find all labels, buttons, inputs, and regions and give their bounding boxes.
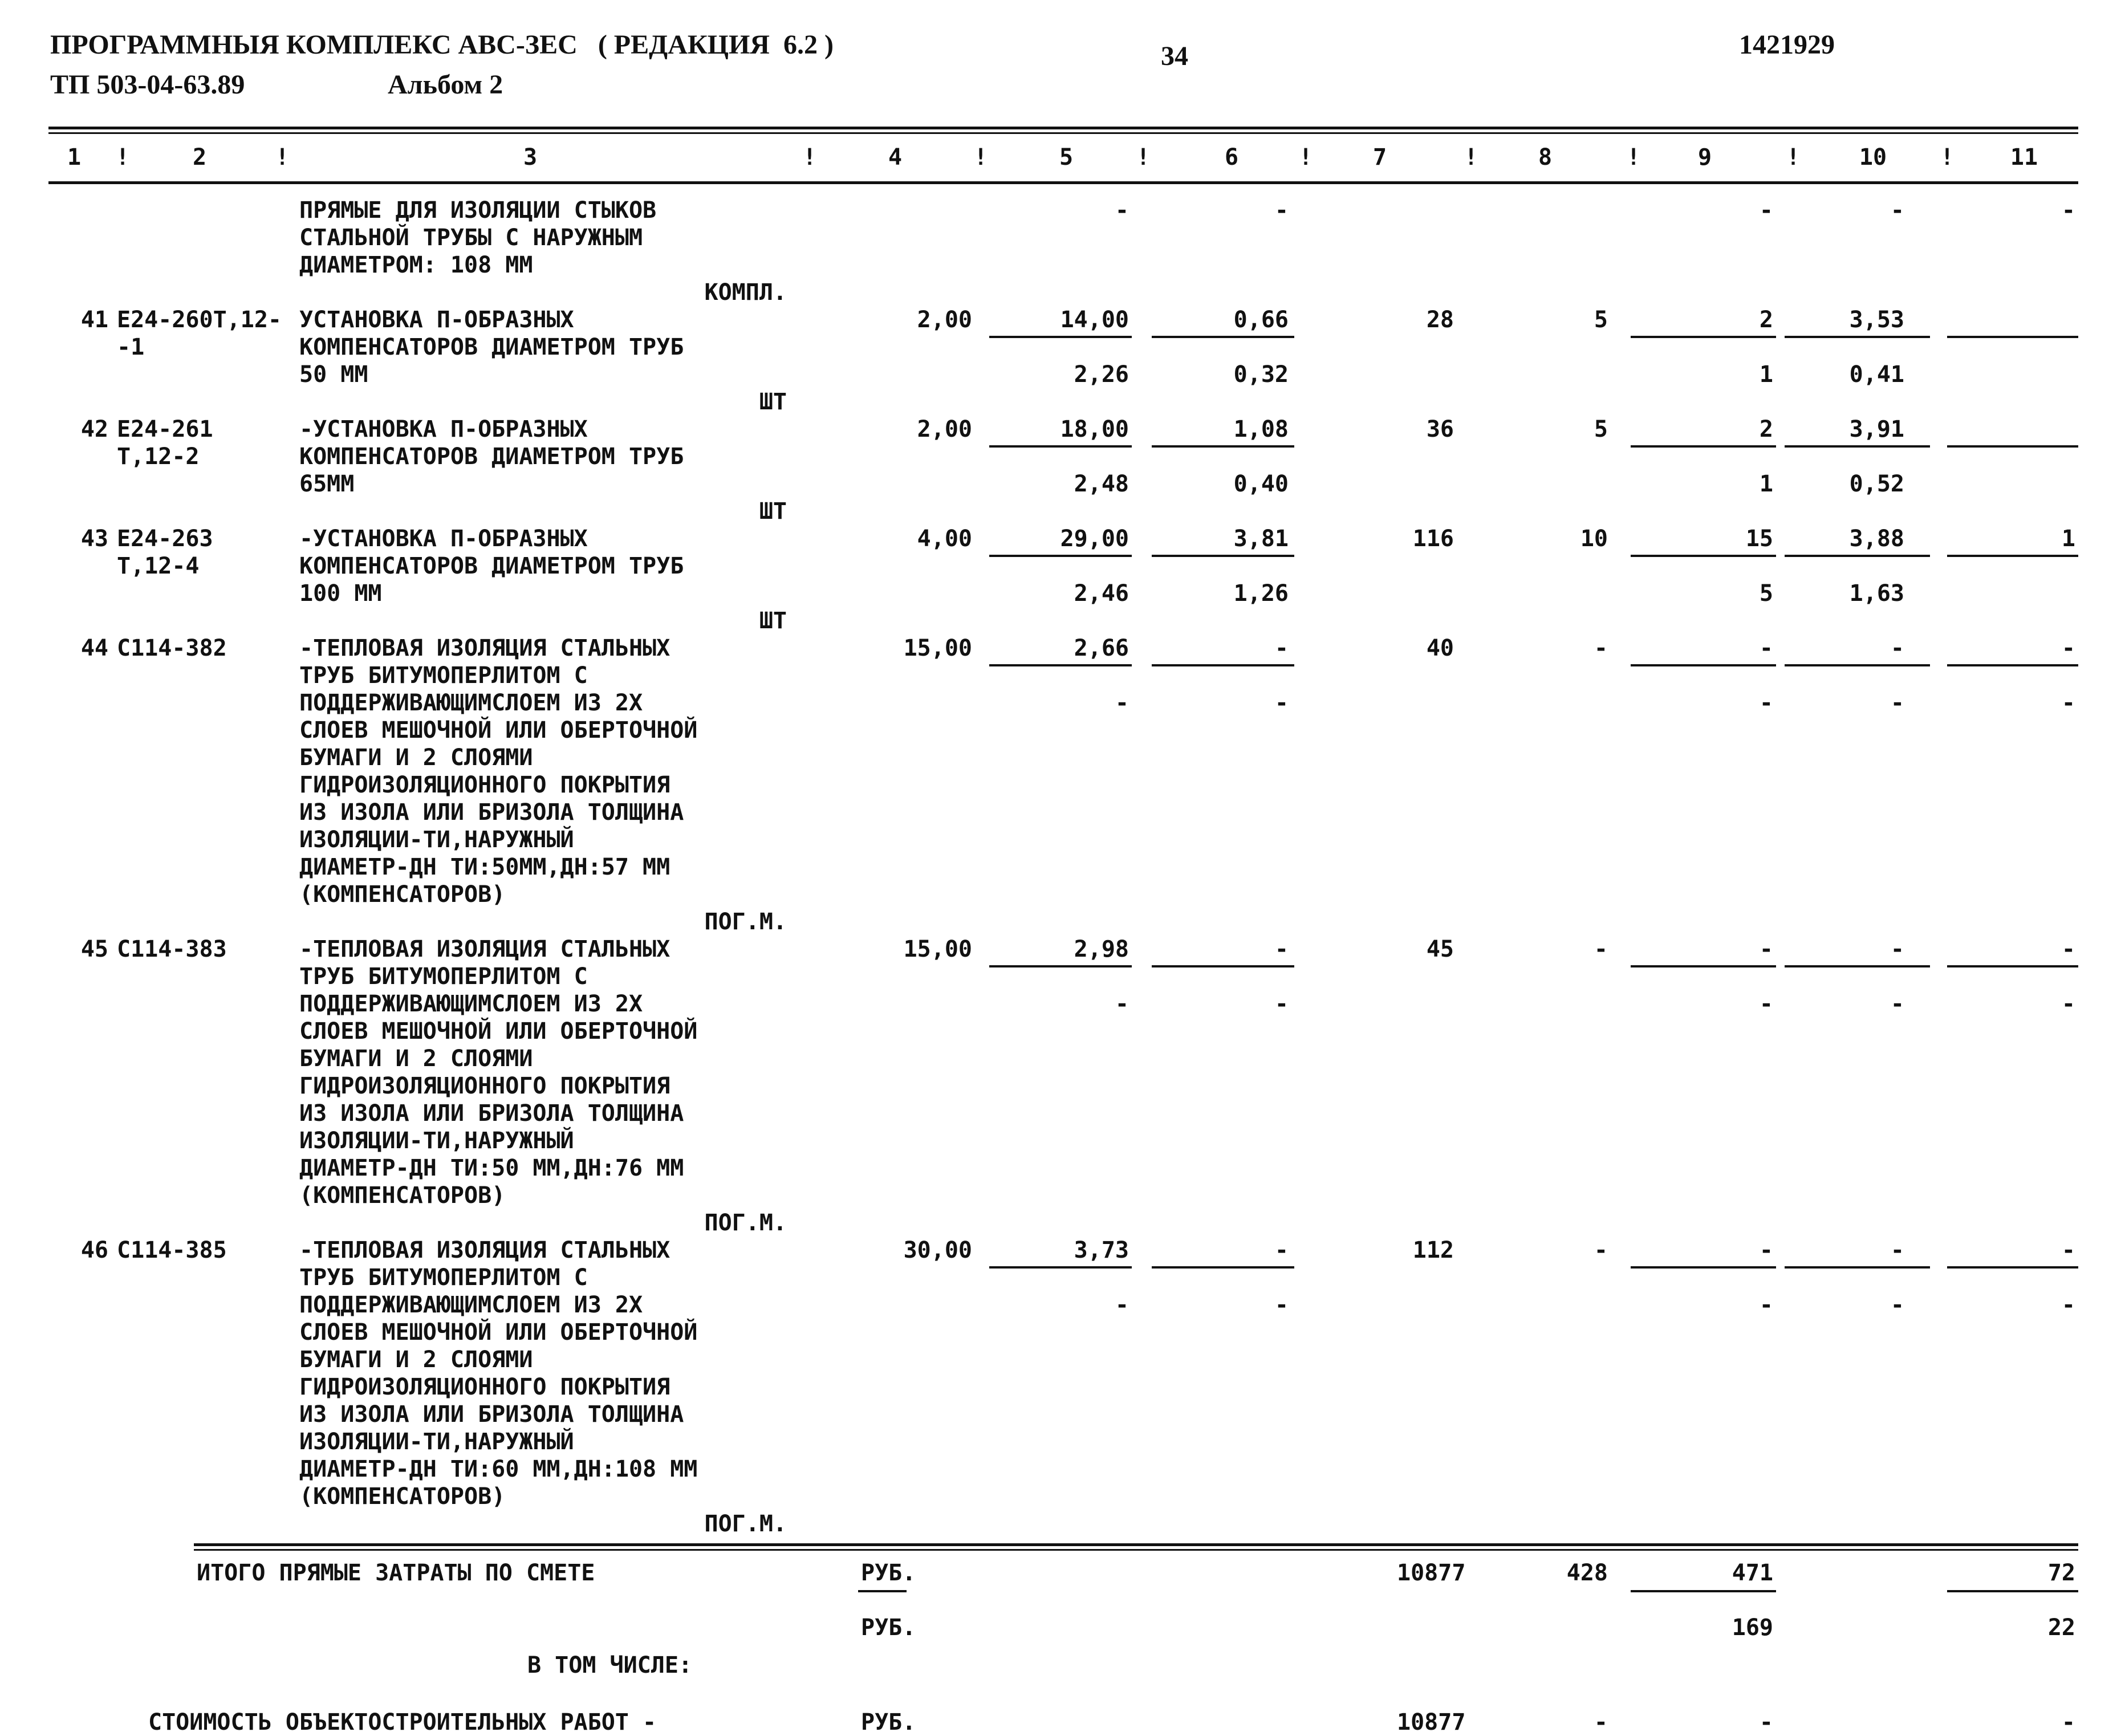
totals-unit-line — [858, 1590, 907, 1592]
row-text-line: ТРУБ БИТУМОПЕРЛИТОМ С — [299, 662, 588, 689]
row-c6-fraction-line — [1152, 664, 1294, 666]
totals-label: ИТОГО ПРЯМЫЕ ЗАТРАТЫ ПО СМЕТЕ — [197, 1560, 595, 1586]
prev-item-c11: - — [2061, 197, 2075, 223]
totals-c9: 471 — [1732, 1560, 1773, 1586]
row-text-line: УСТАНОВКА П-ОБРАЗНЫХ — [299, 307, 574, 333]
row-unit: ПОГ.М. — [704, 1210, 787, 1236]
column-header-9: 9 — [1697, 144, 1712, 170]
row-text-line: 50 ММ — [299, 361, 368, 388]
row-c4-value: 30,00 — [903, 1237, 972, 1263]
column-separator: ! — [275, 144, 290, 170]
row-c7-value: 36 — [1426, 416, 1454, 442]
column-header-10: 10 — [1859, 144, 1887, 170]
row-c5-bottom-value: - — [1115, 690, 1129, 716]
row-c7-value: 45 — [1426, 936, 1454, 962]
row-code: Е24-261 — [117, 416, 213, 442]
row-c11-value: - — [2061, 936, 2075, 962]
doc-number: 1421929 — [1739, 30, 1835, 60]
prev-item-text-line: ДИАМЕТРОМ: 108 ММ — [299, 252, 533, 278]
row-c11-value: - — [2061, 635, 2075, 661]
row-text-line: ИЗОЛЯЦИИ-ТИ,НАРУЖНЫЙ — [299, 827, 574, 853]
row-c6-bottom-value: 1,26 — [1233, 580, 1289, 607]
row-c10-value: 3,88 — [1849, 526, 1904, 552]
totals-c9-line — [1631, 1590, 1776, 1592]
row-c6-fraction-line — [1152, 555, 1294, 557]
row-c5-bottom-value: 2,26 — [1074, 361, 1129, 388]
row-code: Т,12-4 — [117, 553, 200, 579]
row-unit: ШТ — [759, 389, 787, 415]
row-code: С114-382 — [117, 635, 227, 661]
row-text-line: ТРУБ БИТУМОПЕРЛИТОМ С — [299, 1265, 588, 1291]
row-c10-fraction-line — [1785, 664, 1930, 666]
row-c10-bottom-value: 0,52 — [1849, 471, 1904, 497]
row-code: С114-383 — [117, 936, 227, 962]
row-c9-value: 2 — [1759, 416, 1773, 442]
row-c8-value: - — [1594, 635, 1608, 661]
totals-rule-1 — [194, 1543, 2078, 1546]
column-header-3: 3 — [523, 144, 538, 170]
row-c5-bottom-value: 2,46 — [1074, 580, 1129, 607]
row-text-line: ИЗ ИЗОЛА ИЛИ БРИЗОЛА ТОЛЩИНА — [299, 1100, 684, 1127]
totals-c11-bottom: 22 — [2047, 1615, 2075, 1641]
row-c6-bottom-value: - — [1274, 991, 1289, 1017]
prev-item-text-line: ПРЯМЫЕ ДЛЯ ИЗОЛЯЦИИ СТЫКОВ — [299, 197, 657, 223]
row-c5-fraction-line — [989, 1266, 1132, 1269]
row-c6-fraction-line — [1152, 1266, 1294, 1269]
row-c9-bottom-value: 1 — [1759, 361, 1773, 388]
row-number: 45 — [80, 936, 108, 962]
page-number: 34 — [1161, 41, 1188, 71]
row-c4-value: 15,00 — [903, 936, 972, 962]
row-c6-fraction-line — [1152, 965, 1294, 967]
column-separator: ! — [1136, 144, 1151, 170]
row-text-line: ГИДРОИЗОЛЯЦИОННОГО ПОКРЫТИЯ — [299, 1073, 671, 1099]
totals-c8: 428 — [1566, 1560, 1608, 1586]
row-c10-fraction-line — [1785, 555, 1930, 557]
row-c4-value: 15,00 — [903, 635, 972, 661]
row-c9-bottom-value: - — [1759, 690, 1773, 716]
row-c10-bottom-value: 1,63 — [1849, 580, 1904, 607]
row-number: 44 — [80, 635, 108, 661]
construction-c8: - — [1594, 1709, 1608, 1735]
row-c9-value: 15 — [1745, 526, 1773, 552]
row-c9-value: - — [1759, 936, 1773, 962]
row-c11-fraction-line — [1947, 555, 2078, 557]
row-c5-value: 18,00 — [1060, 416, 1129, 442]
row-code: Т,12-2 — [117, 444, 200, 470]
row-c5-bottom-value: - — [1115, 991, 1129, 1017]
row-c6-value: - — [1274, 936, 1289, 962]
row-c8-value: 5 — [1594, 416, 1608, 442]
row-number: 41 — [80, 307, 108, 333]
row-c6-bottom-value: 0,32 — [1233, 361, 1289, 388]
column-separator: ! — [1940, 144, 1955, 170]
row-c11-fraction-line — [1947, 965, 2078, 967]
row-c9-bottom-value: 1 — [1759, 471, 1773, 497]
row-c10-value: - — [1890, 1237, 1904, 1263]
row-text-line: ИЗ ИЗОЛА ИЛИ БРИЗОЛА ТОЛЩИНА — [299, 1401, 684, 1428]
row-text-line: ПОДДЕРЖИВАЮЩИМСЛОЕМ ИЗ 2Х — [299, 1292, 643, 1318]
row-c10-value: 3,91 — [1849, 416, 1904, 442]
totals-rule-2 — [194, 1549, 2078, 1551]
row-c8-value: - — [1594, 1237, 1608, 1263]
column-header-5: 5 — [1059, 144, 1074, 170]
row-c6-value: - — [1274, 1237, 1289, 1263]
row-c5-bottom-value: - — [1115, 1292, 1129, 1318]
row-c7-value: 112 — [1412, 1237, 1454, 1263]
row-text-line: ИЗОЛЯЦИИ-ТИ,НАРУЖНЫЙ — [299, 1429, 574, 1455]
row-text-line: ДИАМЕТР-ДН ТИ:50ММ,ДН:57 ММ — [299, 854, 671, 880]
row-c5-fraction-line — [989, 664, 1132, 666]
row-text-line: ДИАМЕТР-ДН ТИ:60 ММ,ДН:108 ММ — [299, 1456, 698, 1482]
row-c10-fraction-line — [1785, 445, 1930, 448]
row-text-line: -ТЕПЛОВАЯ ИЗОЛЯЦИЯ СТАЛЬНЫХ — [299, 635, 671, 661]
totals-c7: 10877 — [1397, 1560, 1466, 1586]
row-text-line: ПОДДЕРЖИВАЮЩИМСЛОЕМ ИЗ 2Х — [299, 991, 643, 1017]
row-text-line: БУМАГИ И 2 СЛОЯМИ — [299, 745, 533, 771]
row-text-line: СЛОЕВ МЕШОЧНОЙ ИЛИ ОБЕРТОЧНОЙ — [299, 717, 698, 743]
row-c5-fraction-line — [989, 336, 1132, 338]
row-c9-value: 2 — [1759, 307, 1773, 333]
row-c11-value: 1 — [2061, 526, 2075, 552]
row-unit: ШТ — [759, 498, 787, 525]
row-c9-fraction-line — [1631, 445, 1776, 448]
row-c10-bottom-value: - — [1890, 690, 1904, 716]
row-c10-value: 3,53 — [1849, 307, 1904, 333]
row-c9-fraction-line — [1631, 965, 1776, 967]
construction-c9: - — [1759, 1709, 1773, 1735]
row-c5-value: 3,73 — [1074, 1237, 1129, 1263]
row-text-line: -ТЕПЛОВАЯ ИЗОЛЯЦИЯ СТАЛЬНЫХ — [299, 1237, 671, 1263]
construction-unit: РУБ. — [861, 1709, 916, 1735]
album-label: Альбом 2 — [388, 70, 503, 100]
row-text-line: ГИДРОИЗОЛЯЦИОННОГО ПОКРЫТИЯ — [299, 1374, 671, 1400]
totals-unit-2: РУБ. — [861, 1615, 916, 1641]
row-c11-fraction-line — [1947, 336, 2078, 338]
column-separator: ! — [802, 144, 817, 170]
row-code: Е24-260Т,12- — [117, 307, 282, 333]
row-text-line: 100 ММ — [299, 580, 382, 607]
row-c9-value: - — [1759, 635, 1773, 661]
row-c4-value: 2,00 — [917, 416, 972, 442]
row-text-line: КОМПЕНСАТОРОВ ДИАМЕТРОМ ТРУБ — [299, 444, 684, 470]
row-c8-value: 10 — [1580, 526, 1608, 552]
prev-item-unit: КОМПЛ. — [704, 279, 787, 306]
column-separator: ! — [1298, 144, 1313, 170]
column-header-11: 11 — [2010, 144, 2038, 170]
row-c10-value: - — [1890, 936, 1904, 962]
row-c6-bottom-value: - — [1274, 1292, 1289, 1318]
row-unit: ПОГ.М. — [704, 909, 787, 935]
program-title: ПРОГРАММНЫЯ КОМПЛЕКС АВС-ЗЕС ( РЕДАКЦИЯ 6.2 ) — [50, 30, 834, 60]
row-text-line: (КОМПЕНСАТОРОВ) — [299, 1182, 506, 1209]
row-c10-value: - — [1890, 635, 1904, 661]
column-header-7: 7 — [1372, 144, 1387, 170]
column-header-8: 8 — [1538, 144, 1553, 170]
row-c11-bottom-value: - — [2061, 991, 2075, 1017]
totals-unit-1: РУБ. — [861, 1560, 916, 1586]
row-c11-value: - — [2061, 1237, 2075, 1263]
row-c8-value: - — [1594, 936, 1608, 962]
row-c6-value: 1,08 — [1233, 416, 1289, 442]
row-c9-fraction-line — [1631, 664, 1776, 666]
row-c5-fraction-line — [989, 555, 1132, 557]
row-c9-fraction-line — [1631, 336, 1776, 338]
row-text-line: -УСТАНОВКА П-ОБРАЗНЫХ — [299, 526, 588, 552]
top-rule-2 — [48, 132, 2078, 134]
row-c4-value: 4,00 — [917, 526, 972, 552]
row-text-line: ИЗОЛЯЦИИ-ТИ,НАРУЖНЫЙ — [299, 1128, 574, 1154]
row-c10-fraction-line — [1785, 965, 1930, 967]
row-text-line: БУМАГИ И 2 СЛОЯМИ — [299, 1046, 533, 1072]
row-c6-value: 0,66 — [1233, 307, 1289, 333]
column-separator: ! — [1626, 144, 1641, 170]
row-c6-bottom-value: 0,40 — [1233, 471, 1289, 497]
row-c10-fraction-line — [1785, 336, 1930, 338]
construction-label: СТОИМОСТЬ ОБЪЕКТОСТРОИТЕЛЬНЫХ РАБОТ - — [148, 1709, 657, 1735]
row-c11-fraction-line — [1947, 445, 2078, 448]
row-c11-bottom-value: - — [2061, 690, 2075, 716]
row-text-line: -ТЕПЛОВАЯ ИЗОЛЯЦИЯ СТАЛЬНЫХ — [299, 936, 671, 962]
row-c11-fraction-line — [1947, 664, 2078, 666]
column-header-1: 1 — [67, 144, 82, 170]
row-text-line: ТРУБ БИТУМОПЕРЛИТОМ С — [299, 963, 588, 990]
row-number: 43 — [80, 526, 108, 552]
column-separator: ! — [1464, 144, 1478, 170]
row-c5-fraction-line — [989, 965, 1132, 967]
top-rule-1 — [48, 127, 2078, 129]
prev-item-c9: - — [1759, 197, 1773, 223]
row-text-line: ИЗ ИЗОЛА ИЛИ БРИЗОЛА ТОЛЩИНА — [299, 799, 684, 826]
row-c5-value: 2,98 — [1074, 936, 1129, 962]
row-c6-value: - — [1274, 635, 1289, 661]
row-c5-value: 2,66 — [1074, 635, 1129, 661]
row-c10-fraction-line — [1785, 1266, 1930, 1269]
row-c6-bottom-value: - — [1274, 690, 1289, 716]
including-label: В ТОМ ЧИСЛЕ: — [527, 1652, 692, 1678]
row-text-line: ПОДДЕРЖИВАЮЩИМСЛОЕМ ИЗ 2Х — [299, 690, 643, 716]
row-text-line: КОМПЕНСАТОРОВ ДИАМЕТРОМ ТРУБ — [299, 334, 684, 360]
row-c9-bottom-value: - — [1759, 991, 1773, 1017]
totals-c11-line — [1947, 1590, 2078, 1592]
row-c9-fraction-line — [1631, 555, 1776, 557]
row-c5-bottom-value: 2,48 — [1074, 471, 1129, 497]
tp-number: ТП 503-04-63.89 — [50, 70, 245, 100]
column-header-4: 4 — [888, 144, 903, 170]
totals-c9-bottom: 169 — [1732, 1615, 1773, 1641]
row-c6-value: 3,81 — [1233, 526, 1289, 552]
row-unit: ПОГ.М. — [704, 1511, 787, 1537]
row-c6-fraction-line — [1152, 336, 1294, 338]
column-separator: ! — [973, 144, 988, 170]
row-text-line: -УСТАНОВКА П-ОБРАЗНЫХ — [299, 416, 588, 442]
prev-item-c10: - — [1890, 197, 1904, 223]
row-c5-value: 14,00 — [1060, 307, 1129, 333]
row-code: Е24-263 — [117, 526, 213, 552]
row-c9-fraction-line — [1631, 1266, 1776, 1269]
prev-item-c5: - — [1115, 197, 1129, 223]
row-c7-value: 116 — [1412, 526, 1454, 552]
column-separator: ! — [1786, 144, 1801, 170]
row-text-line: (КОМПЕНСАТОРОВ) — [299, 881, 506, 908]
row-c7-value: 28 — [1426, 307, 1454, 333]
construction-c11: - — [2061, 1709, 2075, 1735]
row-c10-bottom-value: - — [1890, 991, 1904, 1017]
row-c5-fraction-line — [989, 445, 1132, 448]
column-header-6: 6 — [1224, 144, 1239, 170]
row-unit: ШТ — [759, 608, 787, 634]
header-bottom-rule — [48, 181, 2078, 184]
row-code: -1 — [117, 334, 145, 360]
row-c4-value: 2,00 — [917, 307, 972, 333]
row-text-line: КОМПЕНСАТОРОВ ДИАМЕТРОМ ТРУБ — [299, 553, 684, 579]
row-number: 42 — [80, 416, 108, 442]
row-c11-bottom-value: - — [2061, 1292, 2075, 1318]
row-c8-value: 5 — [1594, 307, 1608, 333]
construction-c7: 10877 — [1397, 1709, 1466, 1735]
row-c6-fraction-line — [1152, 445, 1294, 448]
row-c9-bottom-value: - — [1759, 1292, 1773, 1318]
row-c10-bottom-value: 0,41 — [1849, 361, 1904, 388]
column-header-2: 2 — [192, 144, 207, 170]
prev-item-text-line: СТАЛЬНОЙ ТРУБЫ С НАРУЖНЫМ — [299, 225, 643, 251]
column-separator: ! — [115, 144, 130, 170]
row-code: С114-385 — [117, 1237, 227, 1263]
row-c7-value: 40 — [1426, 635, 1454, 661]
row-text-line: ГИДРОИЗОЛЯЦИОННОГО ПОКРЫТИЯ — [299, 772, 671, 798]
totals-c11: 72 — [2047, 1560, 2075, 1586]
row-c9-value: - — [1759, 1237, 1773, 1263]
row-c11-fraction-line — [1947, 1266, 2078, 1269]
row-c10-bottom-value: - — [1890, 1292, 1904, 1318]
row-c5-value: 29,00 — [1060, 526, 1129, 552]
row-text-line: БУМАГИ И 2 СЛОЯМИ — [299, 1347, 533, 1373]
row-number: 46 — [80, 1237, 108, 1263]
row-text-line: ДИАМЕТР-ДН ТИ:50 ММ,ДН:76 ММ — [299, 1155, 684, 1181]
row-text-line: 65ММ — [299, 471, 355, 497]
row-text-line: (КОМПЕНСАТОРОВ) — [299, 1483, 506, 1510]
row-c9-bottom-value: 5 — [1759, 580, 1773, 607]
row-text-line: СЛОЕВ МЕШОЧНОЙ ИЛИ ОБЕРТОЧНОЙ — [299, 1319, 698, 1345]
row-text-line: СЛОЕВ МЕШОЧНОЙ ИЛИ ОБЕРТОЧНОЙ — [299, 1018, 698, 1044]
prev-item-c6: - — [1274, 197, 1289, 223]
